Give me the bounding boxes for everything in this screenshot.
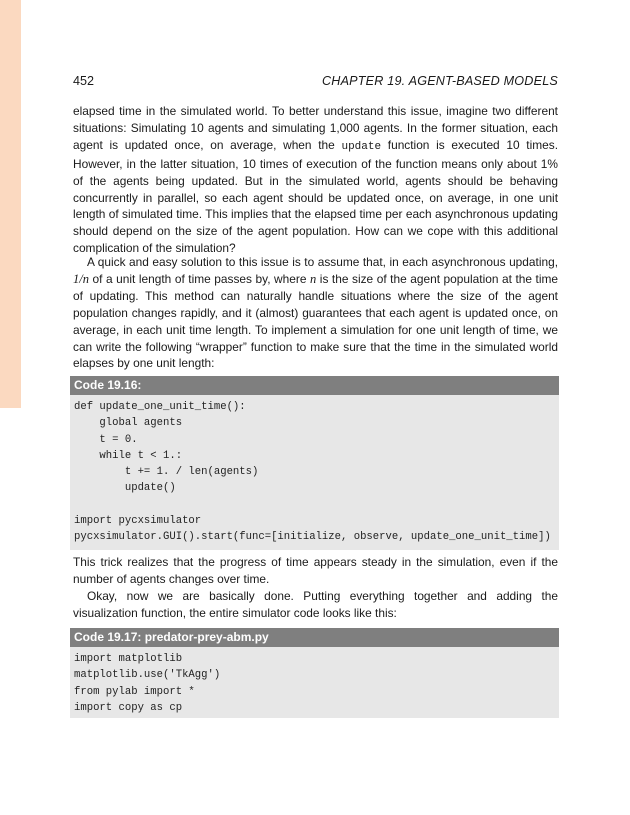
- paragraph-solution: [73, 254, 558, 372]
- chapter-title: CHAPTER 19. AGENT-BASED MODELS: [321, 74, 558, 88]
- margin-color-strip: [0, 0, 21, 408]
- page-number: 452: [73, 74, 95, 88]
- math-one-over-n: 1/n: [73, 271, 89, 286]
- code-block-19-16: [70, 376, 559, 550]
- paragraph-text: is the size of the agent population at the time of updating. This method can naturally handle situations where the size of the agent population changes rapidly, and it (almost) guarantees that each agent is updated once, on average, in each unit time length. To implement a simulation for one unit length of time, we can write the following “wrapper” function to make sure that the time in the simulated world elapses by one unit length:: [73, 271, 558, 371]
- paragraph-text: elapsed time in the simulated world. To better understand this issue, imagine two different situations: Simulating 10 agents and simulating 1,000 agents. In the former situation, each agent is updated once, on average, when the: [73, 104, 558, 152]
- paragraph-done: Okay, now we are basically done. Putting everything together and adding the visualization function, the entire simulator code looks like this:: [73, 589, 558, 620]
- paragraph-text: function is executed 10 times. However, in the latter situation, 10 times of execution of the function means only about 1% of the agents being updated. But in the simulated world, agents should be behaving concurrently in parallel, so each agent should be updated once, on average, in one unit length of simulated time. This implies that the elapsed time per each asynchronous updating should depend on the size of the agent population. How can we cope with this additional complication of the simulation?: [73, 137, 559, 256]
- page-header: [73, 74, 558, 90]
- code-block-title: Code 19.17: predator-prey-abm.py: [70, 628, 559, 647]
- code-block-19-17: [70, 628, 559, 718]
- paragraph-trick: This trick realizes that the progress of time appears steady in the simulation, even if the number of agents changes over time.: [73, 555, 558, 586]
- paragraph-text: A quick and easy solution to this issue is to assume that, in each asynchronous updating,: [87, 255, 558, 269]
- code-listing: def update_one_unit_time(): global agents t = 0. while t < 1.: t += 1. / len(agents) update() import pycxsimulator pycxsimulator.GUI().start(func=[initialize, observe, update_one_unit_time]): [74, 401, 551, 544]
- code-listing: import matplotlib matplotlib.use('TkAgg') from pylab import * import copy as cp: [74, 653, 221, 714]
- math-n: n: [310, 271, 317, 286]
- paragraph-elapsed-time: [73, 103, 558, 257]
- paragraph-text: of a unit length of time passes by, where: [88, 271, 310, 286]
- code-block-title: Code 19.16:: [70, 376, 559, 395]
- inline-code-update: update: [341, 140, 382, 153]
